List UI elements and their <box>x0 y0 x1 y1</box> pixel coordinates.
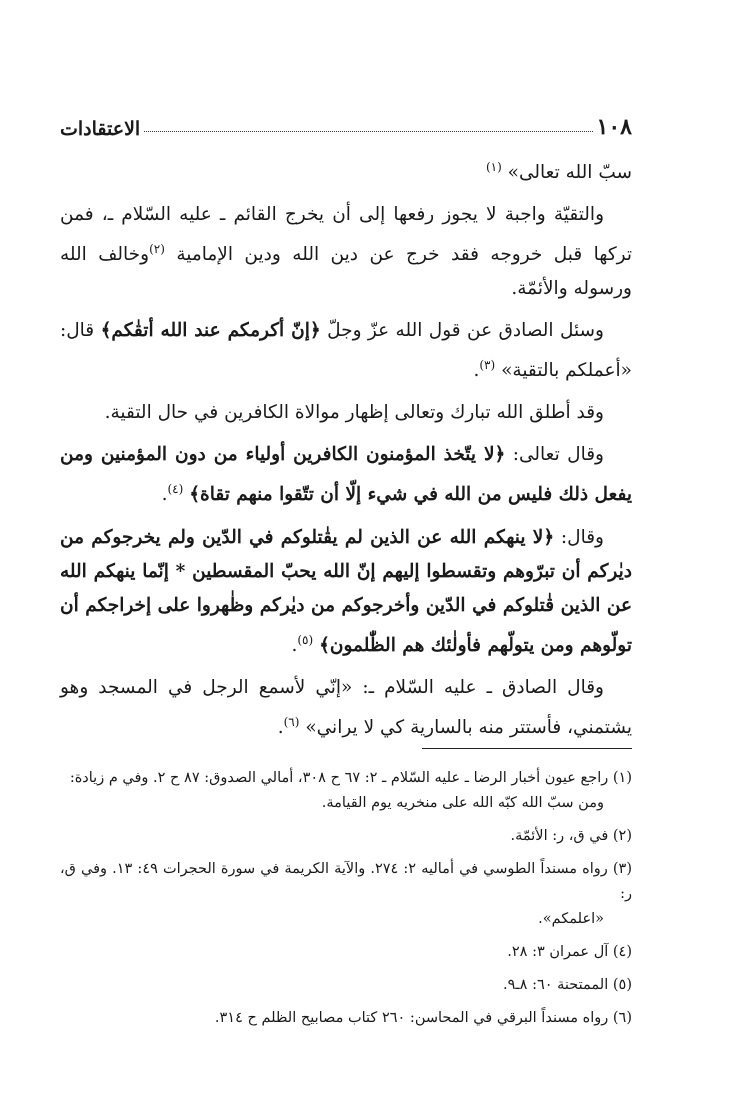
paragraph-text: قال: «أعملكم بالتقية» <box>60 320 632 382</box>
page-number: ١٠٨ <box>596 114 632 140</box>
footnote-ref: (٤) <box>167 482 184 497</box>
footnote-text: (١) راجع عيون أخبار الرضا ـ عليه السّلام ـ ٢: ٦٧ ح ٣٠٨، أمالي الصدوق: ٨٧ ح ٢. وفي م زيادة: <box>69 770 632 786</box>
quran-quote: ﴿لا ينهكم الله عن الذين لم يقٰتلوكم في الدّين ولم يخرجوكم من ديٰركم أن تبرّوهم وتقسطوا إليهم إنّ الله يحبّ المقسطين * إنّما ينهكم الله عن الذين قٰتلوكم في الدّين وأخرجوكم من ديٰركم وظٰهروا على إخراجكم أن تولّوهم ومن يتولّهم فأولٰئك هم الظّٰلمون﴾ <box>60 526 632 656</box>
footnote-text: (٤) آل عمران ٣: ٢٨. <box>507 944 632 960</box>
paragraph-tail: وخالف الله ورسوله والأئمّة. <box>60 244 632 300</box>
footnote-6 <box>60 1006 632 1031</box>
paragraph-verse-1: وقال تعالى: ﴿لا يتّخذ المؤمنون الكافرين أولياء من دون المؤمنين ومن يفعل ذلك فليس من الله في شيء إلّا أن تتّقوا منهم تقاة﴾ $^{(٤)}$. <box>60 444 632 506</box>
footnote-text: (٢) في ق، ر: الأئمّة. <box>510 828 632 844</box>
footnote-ref: (٦) <box>283 714 300 729</box>
quran-quote: ﴿لا يتّخذ المؤمنون الكافرين أولياء من دون المؤمنين ومن يفعل ذلك فليس من الله في شيء إلّا أن تتّقوا منهم تقاة﴾ <box>60 444 632 506</box>
paragraph-text: والتقيّة واجبة لا يجوز رفعها إلى أن يخرج القائم ـ عليه السّلام ـ، فمن تركها قبل خروجه فقد خرج عن دين الله ودين الإمامية <box>60 204 632 266</box>
paragraph-taqiyya <box>60 198 632 306</box>
footnote-continuation: «اعلمكم». <box>538 911 604 927</box>
footnote-ref: (٣) <box>479 358 496 373</box>
paragraph-text: وسئل الصادق عن قول الله عزّ وجلّ <box>327 320 604 342</box>
page-header <box>60 108 632 140</box>
paragraph-text: وقد أطلق الله تبارك وتعالى إظهار موالاة الكافرين في حال التقية. <box>104 402 604 424</box>
running-title: الاعتقادات <box>60 118 141 140</box>
paragraph-text: سبّ الله تعالى» <box>507 162 632 184</box>
footnote-continuation: ومن سبّ الله كبّه الله على منخريه يوم القيامة. <box>321 795 604 811</box>
footnote-1 <box>60 766 632 816</box>
document-page <box>60 0 632 1098</box>
leader-dots <box>144 131 592 132</box>
footnote-5 <box>60 973 632 998</box>
footnote-text: (٣) رواه مسنداً الطوسي في أماليه ٢: ٢٧٤. والآية الكريمة في سورة الحجرات ٤٩: ١٣. وفي ق، ر: <box>60 861 632 902</box>
paragraph-text: وقال تعالى: <box>512 444 604 466</box>
footnote-2 <box>60 824 632 849</box>
footnote-4 <box>60 940 632 965</box>
paragraph-verse-2: وقال: ﴿لا ينهكم الله عن الذين لم يقٰتلوكم في الدّين ولم يخرجوكم من ديٰركم أن تبرّوهم وتقسطوا إليهم إنّ الله يحبّ المقسطين * إنّما ينهكم الله عن الذين قٰتلوكم في الدّين وأخرجوكم من ديٰركم وظٰهروا على إخراجكم أن تولّوهم ومن يتولّهم فأولٰئك هم الظّٰلمون﴾ $^{(٥)}$. <box>60 526 632 656</box>
footnote-text: (٥) الممتحنة ٦٠: ٨ـ٩. <box>503 977 632 993</box>
paragraph-text: وقال: <box>560 526 604 548</box>
paragraph-sadiq-question: وسئل الصادق عن قول الله عزّ وجلّ ﴿إنّ أكرمكم عند الله أتقٰكم﴾ قال: «أعملكم بالتقية» $^{(٣)}$. <box>60 320 632 382</box>
footnote-ref: (١) <box>485 160 502 174</box>
footnotes <box>60 766 632 1039</box>
paragraph-text: وقال الصادق ـ عليه السّلام ـ: «إنّي لأسمع الرجل في المسجد وهو يشتمني، فأستتر منه بالسارية كي لا يراني» <box>60 676 632 738</box>
quran-quote: ﴿إنّ أكرمكم عند الله أتقٰكم﴾ <box>100 320 321 342</box>
paragraph-sadiq-saying: وقال الصادق ـ عليه السّلام ـ: «إنّي لأسمع الرجل في المسجد وهو يشتمني، فأستتر منه بالسارية كي لا يراني» $^{(٦)}$. <box>60 676 632 738</box>
paragraph-permission <box>60 396 632 430</box>
footnote-ref: (٥) <box>297 632 314 647</box>
footnote-ref: (٢) <box>149 242 165 257</box>
main-text <box>60 150 632 753</box>
footnote-3 <box>60 857 632 932</box>
footnote-text: (٦) رواه مسنداً البرقي في المحاسن: ٢٦٠ كتاب مصابيح الظلم ح ٣١٤. <box>214 1010 632 1026</box>
paragraph-continuation <box>60 150 632 190</box>
footnote-separator <box>422 748 632 749</box>
